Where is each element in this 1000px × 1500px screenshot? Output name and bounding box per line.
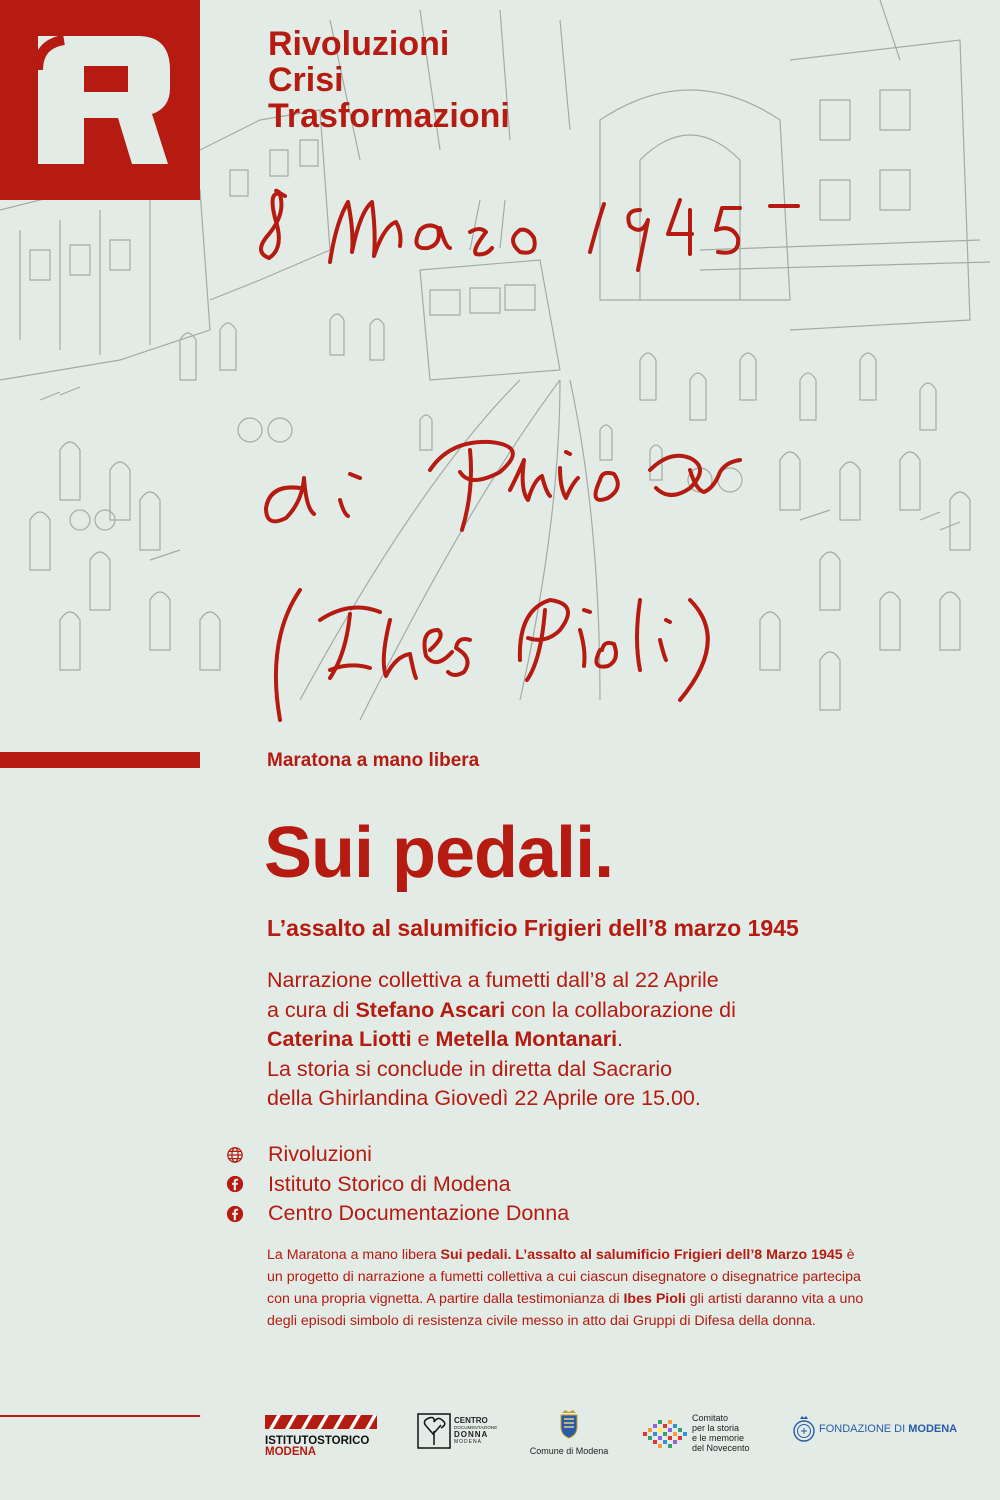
comitato-line: per la storia [692,1423,740,1433]
link-label[interactable]: Rivoluzioni [268,1142,372,1167]
fondazione-name [819,1423,957,1435]
link-istituto-storico[interactable] [225,1170,569,1200]
description-line [267,1025,736,1055]
description-text: e [411,1027,436,1051]
accent-bar [0,752,200,768]
r-logo-icon [0,0,200,200]
comitato-logo [643,1413,750,1453]
about-witness: Ibes Pioli [623,1291,686,1307]
curator-name: Stefano Ascari [355,997,506,1022]
facebook-icon [225,1174,245,1194]
link-centro-documentazione[interactable] [225,1199,569,1229]
centro-text [454,1417,497,1445]
description-line: La storia si conclude in diretta dal Sacrario [267,1056,673,1081]
comune-modena-logo [527,1409,611,1456]
event-title: Sui pedali. [264,813,614,893]
series-title-line: Rivoluzioni [268,25,450,63]
about-text: è un progetto di narrazione a fumetti collettiva a cui ciascun disegnatore o disegnatrice partecipa con una propria vignetta. A partire dalla testimonianza di [267,1247,861,1307]
sponsor-logos [265,1405,965,1465]
centro-line: CENTRO [454,1416,488,1425]
description-text: con la collaborazione di [505,997,736,1022]
collaborator-name: Metella Montanari [435,1027,618,1051]
tree-icon [417,1413,451,1449]
centro-line: MODENA [454,1439,482,1445]
comitato-line: Comitato [692,1413,729,1423]
description-text: . [617,1027,624,1051]
mosaic-icon [643,1418,687,1448]
seal-icon [793,1415,815,1443]
comitato-line: del Novecento [692,1443,750,1453]
istituto-storico-logo [265,1415,377,1458]
istituto-city: MODENA [265,1446,317,1458]
centro-documentazione-logo [417,1413,497,1449]
project-description [267,1244,867,1332]
about-text: gli artisti daranno vita a uno degli episodi simbolo di resistenza civile messo in atto dai Gruppi di Difesa della donna. [267,1291,864,1329]
comune-name: Comune di Modena [529,1446,609,1456]
event-category: Maratona a mano libera [267,750,480,771]
fondazione-modena-logo [793,1415,957,1443]
rivoluzioni-logo [0,0,200,200]
about-title: Sui pedali. L’assalto al salumificio Frigieri dell’8 Marzo 1945 [440,1247,843,1263]
fondazione-city: MODENA [908,1423,958,1435]
series-title-line: Trasformazioni [268,97,510,135]
series-title-line: Crisi [268,61,344,99]
description-line: della Ghirlandina Giovedì 22 Aprile ore 15.00. [267,1086,701,1110]
facebook-icon [225,1204,245,1224]
centro-line: DOCUMENTAZIONE [454,1425,498,1430]
divider-line [0,1415,200,1417]
description-text: a cura di [267,997,356,1022]
comitato-text [692,1413,750,1453]
description-line: Narrazione collettiva a fumetti dall’8 al 22 Aprile [267,968,719,992]
coat-of-arms-icon [558,1409,580,1439]
hazard-stripe-icon [265,1415,377,1429]
link-label[interactable]: Istituto Storico di Modena [268,1171,511,1196]
series-title [268,26,510,134]
fondazione-text: FONDAZIONE DI [819,1423,909,1435]
collaborator-name: Caterina Liotti [267,1027,412,1051]
globe-icon [225,1145,245,1165]
centro-line: DONNA [454,1430,489,1439]
istituto-name: ISTITUTOSTORICO [265,1435,370,1447]
link-label[interactable]: Centro Documentazione Donna [268,1201,570,1226]
comitato-line: e le memorie [692,1433,745,1443]
description-line [267,996,736,1026]
event-description [267,966,736,1114]
event-subtitle: L’assalto al salumificio Frigieri dell’8 marzo 1945 [267,915,799,941]
about-text: La Maratona a mano libera [267,1247,441,1263]
social-links [225,1140,569,1229]
link-rivoluzioni[interactable] [225,1140,569,1170]
